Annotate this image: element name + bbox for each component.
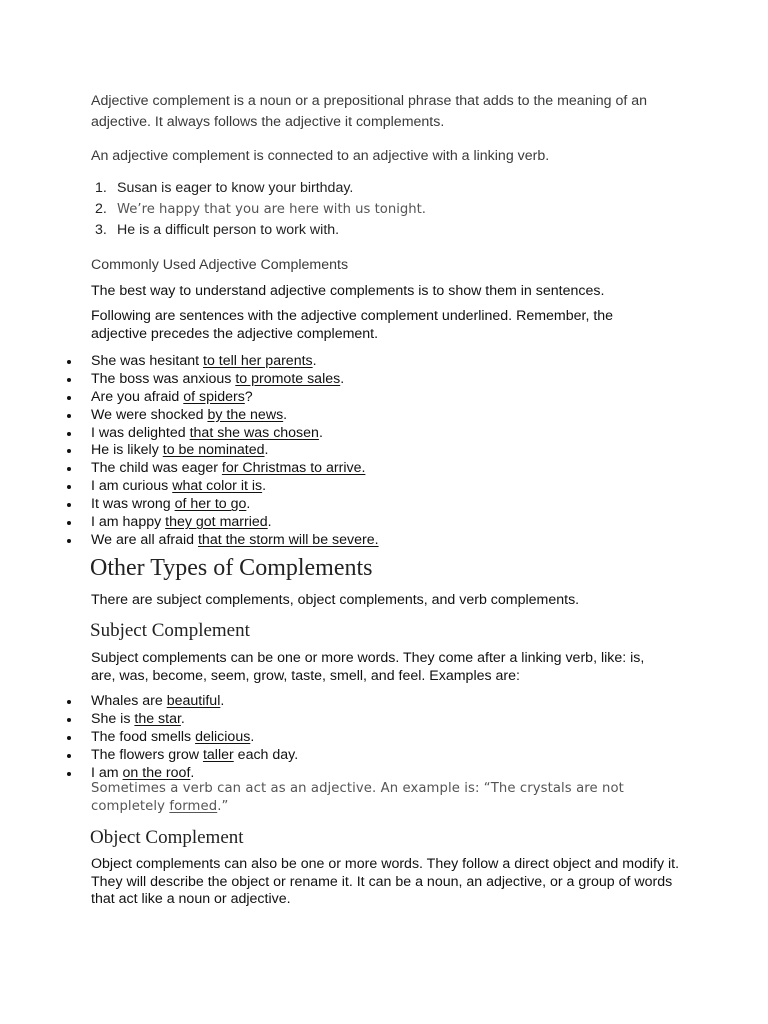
underlined-complement: to be nominated <box>162 442 265 459</box>
list-number: 3. <box>95 222 107 238</box>
underlined-complement: that the storm will be severe. <box>197 531 379 548</box>
subject-bullet-list <box>64 693 298 782</box>
underlined-complement: on the roof <box>122 764 191 781</box>
underlined-complement: delicious <box>195 728 251 745</box>
intro-paragraph-1: Adjective complement is a noun or a prepositional phrase that adds to the meaning of an adjective. It always follows the adjective it complements. <box>91 93 648 130</box>
bullet-text-end: . <box>190 764 195 781</box>
bullet-text: I was delighted <box>91 424 190 441</box>
bullet-item <box>64 747 298 765</box>
bullet-item <box>64 532 379 550</box>
bullet-item <box>64 693 298 711</box>
list-item-text: We’re happy that you are here with us tonight. <box>117 202 426 217</box>
bullet-item <box>64 711 298 729</box>
bullet-item <box>64 460 379 478</box>
bullet-text: Are you afraid <box>91 388 184 405</box>
bullet-item <box>64 425 379 443</box>
note-line-2-end: .” <box>217 798 229 814</box>
bullet-text: I am happy <box>91 514 166 531</box>
bullet-text-end: . <box>250 728 255 745</box>
bullet-item <box>64 442 379 460</box>
intro-paragraph-2: An adjective complement is connected to an adjective with a linking verb. <box>91 148 550 164</box>
bullet-text: The food smells <box>91 728 196 745</box>
bullet-item <box>64 478 379 496</box>
bullet-item <box>64 389 379 407</box>
bullet-text-end: . <box>283 406 288 423</box>
list-item-text: He is a difficult person to work with. <box>117 222 340 238</box>
underlined-complement: to promote sales <box>235 370 341 387</box>
heading-other-types: Other Types of Complements <box>90 555 373 581</box>
bullet-text-end: . <box>267 514 272 531</box>
underlined-complement: of spiders <box>183 388 245 405</box>
note-line-1: Sometimes a verb can act as an adjective. An example is: “The crystals are not <box>91 781 624 796</box>
subject-paragraph: Subject complements can be one or more words. They come after a linking verb, like: is, are, was, become, seem, grow, taste, smell, and feel. Examples are: <box>91 650 645 684</box>
list-item <box>91 220 426 241</box>
bullet-item <box>64 407 379 425</box>
list-item <box>91 199 426 220</box>
underlined-complement: the star <box>134 710 181 727</box>
underlined-complement: to tell her parents <box>203 353 313 369</box>
underlined-complement: by the news <box>207 406 284 423</box>
bullet-text: The boss was anxious <box>91 370 236 387</box>
bullet-text-end: . <box>312 353 317 369</box>
underlined-complement: they got married <box>165 514 268 531</box>
bullet-text: It was wrong <box>91 496 175 513</box>
bullet-text-end: . <box>318 424 323 441</box>
bullet-text: The flowers grow <box>91 746 203 763</box>
bullet-item <box>64 353 379 371</box>
bullet-text: We were shocked <box>91 406 208 423</box>
list-item-text: Susan is eager to know your birthday. <box>117 180 354 196</box>
bullet-text: She is <box>91 710 135 727</box>
bullet-text-end: . <box>180 710 185 727</box>
list-item <box>91 178 426 199</box>
bullet-item <box>64 514 379 532</box>
bullet-text: She was hesitant <box>91 353 203 369</box>
bullet-text-end: each day. <box>233 746 299 763</box>
other-types-paragraph: There are subject complements, object complements, and verb complements. <box>91 592 580 608</box>
bullet-text-end: . <box>264 442 269 459</box>
bullet-text: I am curious <box>91 478 173 495</box>
bullet-item <box>64 371 379 389</box>
bullet-item <box>64 496 379 514</box>
examples-numbered-list <box>91 178 426 241</box>
underlined-complement: for Christmas to arrive. <box>221 460 366 477</box>
bullet-text-end: . <box>262 478 267 495</box>
object-paragraph: Object complements can also be one or more words. They follow a direct object and modify it. They will describe the object or rename it. It can be a noun, an adjective, or a group of words that act like a noun or adjective. <box>91 856 680 907</box>
bullet-text-end: . <box>246 496 251 513</box>
bullet-text: I am <box>91 764 123 781</box>
bullet-text-end: . <box>220 693 225 709</box>
common-paragraph-2: Following are sentences with the adjective complement underlined. Remember, the adjective precedes the adjective complement. <box>91 308 614 342</box>
underlined-complement: that she was chosen <box>189 424 319 441</box>
underlined-complement: what color it is <box>172 478 263 495</box>
bullet-text-end: ? <box>244 388 253 405</box>
list-number: 2. <box>95 201 107 217</box>
heading-subject-complement: Subject Complement <box>90 620 250 641</box>
underlined-complement: beautiful <box>166 693 221 709</box>
note-underlined-word: formed <box>169 798 218 814</box>
bullet-text-end: . <box>340 370 345 387</box>
subject-note <box>91 780 691 815</box>
common-paragraph-1: The best way to understand adjective complements is to show them in sentences. <box>91 283 605 299</box>
bullet-text: Whales are <box>91 693 167 709</box>
note-line-2-start: completely <box>91 798 170 814</box>
bullet-text: The child was eager <box>91 460 222 477</box>
underlined-complement: taller <box>202 746 234 763</box>
bullet-text: He is likely <box>91 442 163 459</box>
sentence-bullet-list <box>64 353 379 550</box>
heading-object-complement: Object Complement <box>90 827 244 848</box>
bullet-item <box>64 729 298 747</box>
underlined-complement: of her to go <box>174 496 247 513</box>
bullet-text: We are all afraid <box>91 531 198 548</box>
list-number: 1. <box>95 180 107 196</box>
section-heading-common: Commonly Used Adjective Complements <box>91 257 349 273</box>
